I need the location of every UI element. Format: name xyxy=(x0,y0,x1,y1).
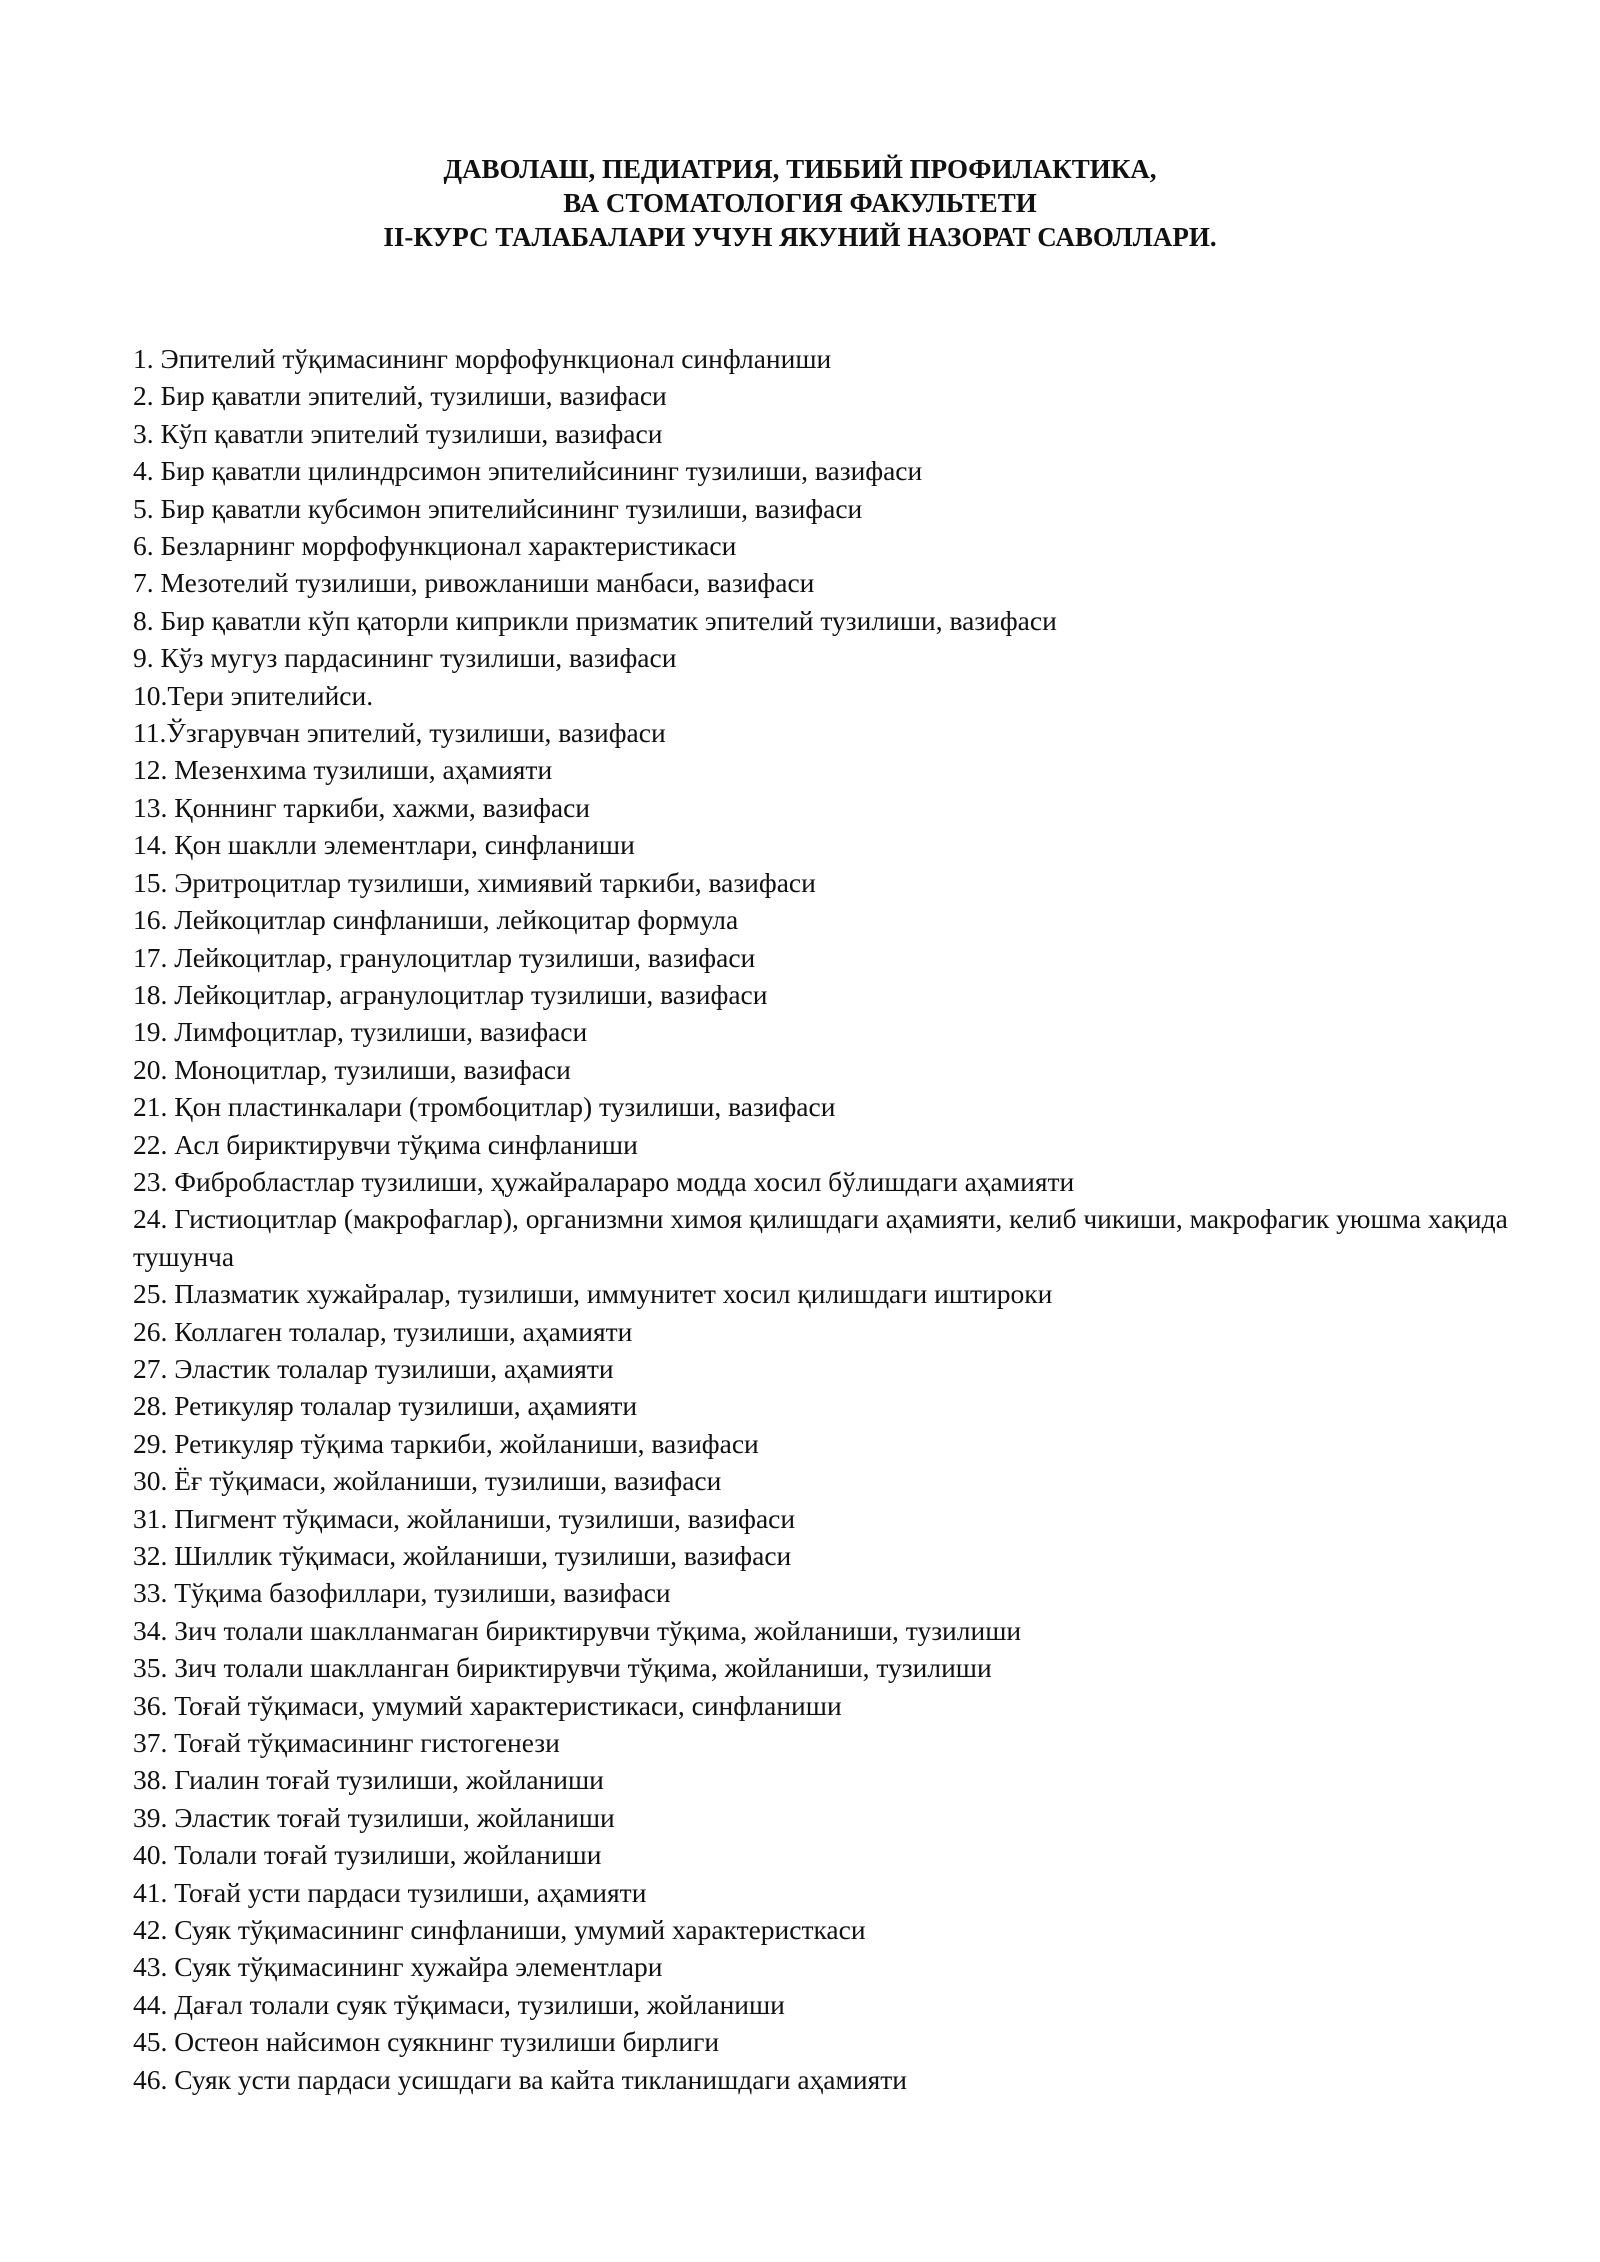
question-item: 22. Асл бириктирувчи тўқима синфланиши xyxy=(133,1128,638,1160)
document-title xyxy=(0,152,1600,254)
question-item: 46. Суяк усти пардаси усишдаги ва кайта тикланишдаги аҳамияти xyxy=(133,2063,908,2095)
question-item: 14. Қон шаклли элементлари, синфланиши xyxy=(133,829,635,861)
question-item: 20. Моноцитлар, тузилиши, вазифаси xyxy=(133,1053,571,1085)
question-item: 36. Тоғай тўқимаси, умумий характеристикаси, синфланиши xyxy=(133,1689,842,1721)
question-item: 25. Плазматик хужайралар, тузилиши, иммунитет хосил қилишдаги иштироки xyxy=(133,1278,1053,1310)
question-item: 44. Дағал толали суяк тўқимаси, тузилиши, жойланиши xyxy=(133,1988,785,2020)
question-item: 29. Ретикуляр тўқима таркиби, жойланиши, вазифаси xyxy=(133,1427,759,1459)
question-item: 30. Ёғ тўқимаси, жойланиши, тузилиши, вазифаси xyxy=(133,1465,722,1497)
question-item: 9. Кўз мугуз пардасининг тузилиши, вазифаси xyxy=(133,642,677,674)
question-item: 5. Бир қаватли кубсимон эпителийсининг тузилиши, вазифаси xyxy=(133,492,863,524)
question-item: 24. Гистиоцитлар (макрофаглар), организмни химоя қилишдаги аҳамияти, келиб чикиши, макрофагик уюшма хақида тушунча xyxy=(133,1203,1508,1272)
question-item: 8. Бир қаватли кўп қаторли киприкли призматик эпителий тузилиши, вазифаси xyxy=(133,604,1057,636)
question-item: 31. Пигмент тўқимаси, жойланиши, тузилиши, вазифаси xyxy=(133,1502,796,1534)
question-item: 19. Лимфоцитлар, тузилиши, вазифаси xyxy=(133,1016,588,1048)
question-item: 7. Мезотелий тузилиши, ривожланиши манбаси, вазифаси xyxy=(133,567,815,599)
question-item: 10.Тери эпителийси. xyxy=(133,679,374,711)
question-item: 1. Эпителий тўқимасининг морфофункционал синфланиши xyxy=(133,343,832,374)
title-line-exam-questions: II-КУРС ТАЛАБАЛАРИ УЧУН ЯКУНИЙ НАЗОРАТ САВОЛЛАРИ. xyxy=(383,222,1217,252)
question-item: 26. Коллаген толалар, тузилиши, аҳамияти xyxy=(133,1315,633,1347)
question-item: 45. Остеон найсимон суякнинг тузилиши бирлиги xyxy=(133,2026,720,2058)
question-item: 17. Лейкоцитлар, гранулоцитлар тузилиши, вазифаси xyxy=(133,941,756,973)
question-item: 40. Толали тоғай тузилиши, жойланиши xyxy=(133,1839,602,1871)
question-item: 41. Тоғай усти пардаси тузилиши, аҳамияти xyxy=(133,1876,647,1908)
question-item: 3. Кўп қаватли эпителий тузилиши, вазифаси xyxy=(133,417,663,449)
question-item: 39. Эластик тоғай тузилиши, жойланиши xyxy=(133,1801,615,1833)
title-line-faculties: ДАВОЛАШ, ПЕДИАТРИЯ, ТИББИЙ ПРОФИЛАКТИКА, xyxy=(443,154,1157,184)
question-item: 27. Эластик толалар тузилиши, аҳамияти xyxy=(133,1352,614,1384)
question-item: 6. Безларнинг морфофункционал характеристикаси xyxy=(133,530,737,562)
question-item: 15. Эритроцитлар тузилиши, химиявий таркиби, вазифаси xyxy=(133,866,816,898)
question-item: 35. Зич толали шаклланган бириктирувчи тўқима, жойланиши, тузилиши xyxy=(133,1652,992,1684)
question-item: 11.Ўзгарувчан эпителий, тузилиши, вазифаси xyxy=(133,717,666,749)
question-item: 13. Қоннинг таркиби, хажми, вазифаси xyxy=(133,791,591,823)
question-list xyxy=(133,340,1553,2098)
question-item: 33. Тўқима базофиллари, тузилиши, вазифаси xyxy=(133,1577,671,1609)
question-item: 21. Қон пластинкалари (тромбоцитлар) тузилиши, вазифаси xyxy=(133,1091,836,1123)
question-item: 42. Суяк тўқимасининг синфланиши, умумий характеристкаси xyxy=(133,1914,866,1946)
question-item: 32. Шиллик тўқимаси, жойланиши, тузилиши, вазифаси xyxy=(133,1540,792,1571)
question-item: 23. Фибробластлар тузилиши, ҳужайралараро модда хосил бўлишдаги аҳамияти xyxy=(133,1165,1075,1197)
question-item: 2. Бир қаватли эпителий, тузилиши, вазифаси xyxy=(133,380,667,412)
question-item: 12. Мезенхима тузилиши, аҳамияти xyxy=(133,754,553,786)
question-item: 43. Суяк тўқимасининг хужайра элементлари xyxy=(133,1951,663,1983)
question-item: 34. Зич толали шаклланмаган бириктирувчи тўқима, жойланиши, тузилиши xyxy=(133,1614,1022,1646)
question-item: 37. Тоғай тўқимасининг гистогенези xyxy=(133,1727,560,1759)
question-item: 18. Лейкоцитлар, агранулоцитлар тузилиши, вазифаси xyxy=(133,978,768,1010)
title-line-dentistry: ВА СТОМАТОЛОГИЯ ФАКУЛЬТЕТИ xyxy=(563,188,1037,218)
question-item: 28. Ретикуляр толалар тузилиши, аҳамияти xyxy=(133,1390,638,1422)
question-item: 38. Гиалин тоғай тузилиши, жойланиши xyxy=(133,1764,604,1796)
question-item: 16. Лейкоцитлар синфланиши, лейкоцитар формула xyxy=(133,904,739,936)
question-item: 4. Бир қаватли цилиндрсимон эпителийсининг тузилиши, вазифаси xyxy=(133,455,923,487)
